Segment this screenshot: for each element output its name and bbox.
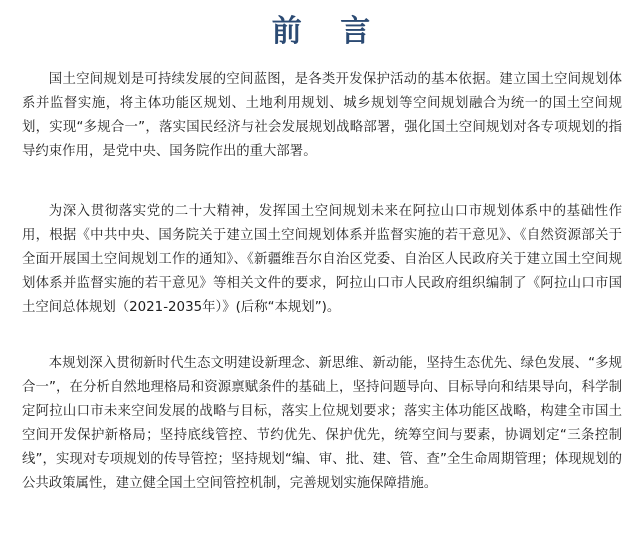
paragraph-intro: 国土空间规划是可持续发展的空间蓝图，是各类开发保护活动的基本依据。建立国土空间规划体系并监督实施，将主体功能区规划、土地利用规划、城乡规划等空间规划融合为统一的国土空间规划，实现“多规合一”，落实国民经济与社会发展规划战略部署，强化国土空间规划对各专项规划的指导约束作用，是党中央、国务院作出的重大部署。 [22, 72, 622, 159]
paragraph-basis: 为深入贯彻落实党的二十大精神，发挥国土空间规划未来在阿拉山口市规划体系中的基础性作用，根据《中共中央、国务院关于建立国土空间规划体系并监督实施的若干意见》、《自然资源部关于全面开展国土空间规划工作的通知》、《新疆维吾尔自治区党委、自治区人民政府关于建立国土空间规划体系并监督实施的若干意见》等相关文件的要求，阿拉山口市人民政府组织编制了《阿拉山口市国土空间总体规划（2021-2035年）》(后称“本规划”)。 [22, 204, 622, 315]
page-title: 前 言 [271, 14, 385, 49]
paragraph-principles: 本规划深入贯彻新时代生态文明建设新理念、新思维、新动能，坚持生态优先、绿色发展、“多规合一”，在分析自然地理格局和资源禀赋条件的基础上，坚持问题导向、目标导向和结果导向，科学制定阿拉山口市未来空间发展的战略与目标，落实上位规划要求；落实主体功能区战略，构建全市国土空间开发保护新格局；坚持底线管控、节约优先、保护优先，统筹空间与要素，协调划定“三条控制线”，实现对专项规划的传导管控；坚持规划“编、审、批、建、管、查”全生命周期管理；体现规划的公共政策属性，建立健全国土空间管控机制，完善规划实施保障措施。 [22, 356, 622, 491]
